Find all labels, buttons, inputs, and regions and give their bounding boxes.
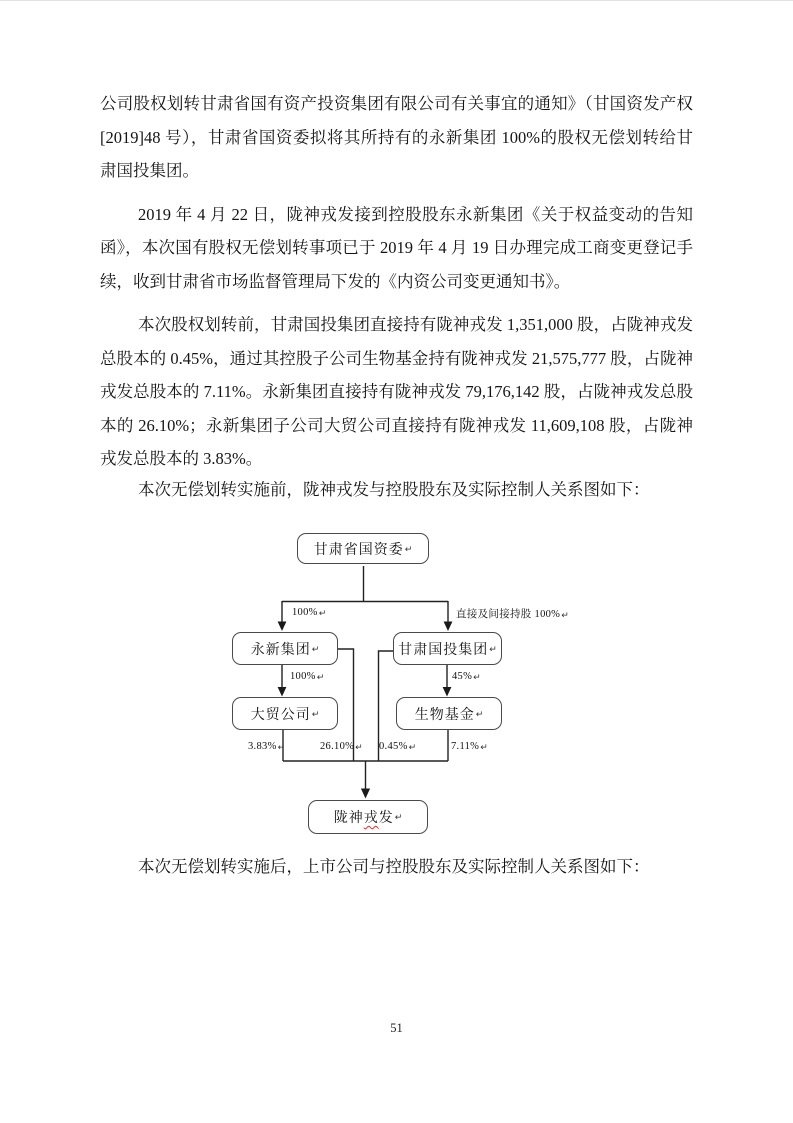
diagram-caption-after: 本次无偿划转实施后，上市公司与控股股东及实际控制人关系图如下： xyxy=(138,857,650,876)
node-damao-company xyxy=(232,697,338,730)
body-text xyxy=(100,87,693,516)
node-label-misspell-marked: 戎 xyxy=(363,811,379,826)
return-mark: ↵ xyxy=(408,743,417,753)
percentage-label: 7.11% xyxy=(451,741,480,752)
node-gansu-sasac xyxy=(297,533,429,564)
page-number: 51 xyxy=(390,1021,403,1035)
edge-label-sasac-yongxin xyxy=(292,607,326,618)
edge-label-sasac-guotou xyxy=(456,606,569,621)
node-label: 发 xyxy=(378,811,394,826)
node-yongxin-group xyxy=(232,632,338,665)
node-label: 甘肃国投集团 xyxy=(398,642,489,658)
edge-label-yongxin-longshen xyxy=(320,741,363,752)
return-mark: ↵ xyxy=(489,644,497,655)
percentage-label: 3.83% xyxy=(248,741,277,752)
return-mark: ↵ xyxy=(394,813,403,823)
return-mark: ↵ xyxy=(404,544,413,555)
return-mark: ↵ xyxy=(561,611,569,621)
edge-label-guotou-biofund xyxy=(452,671,481,682)
paragraph-shareholding-detail: 本次股权划转前，甘肃国投集团直接持有陇神戎发 1,351,000 股，占陇神戎发总股本的 0.45%，通过其控股子公司生物基金持有陇神戎发 21,575,777 股，占陇神戎发总股本的 7.11%。永新集团直接持有陇神戎发 79,176,142 股，占陇神戎发总股本的 26.10%；永新集团子公司大贸公司直接持有陇神戎发 11,609,108 股，占陇神戎发总股本的 3.83%。 xyxy=(100,315,693,468)
percentage-label: 100% xyxy=(290,671,316,682)
diagram-caption-before: 本次无偿划转实施前，陇神戎发与控股股东及实际控制人关系图如下： xyxy=(138,479,650,499)
paragraph-equity-change-notice: 2019 年 4 月 22 日，陇神戎发接到控股股东永新集团《关于权益变动的告知函》，本次国有股权无偿划转事项已于 2019 年 4 月 19 日办理完成工商变更登记手续，收到甘肃省市场监督管理局下发的《内资公司变更通知书》。 xyxy=(100,204,693,291)
return-mark: ↵ xyxy=(311,709,320,720)
paragraph-continuation: 公司股权划转甘肃省国有资产投资集团有限公司有关事宜的通知》（甘国资发产权[2019]48 号），甘肃省国资委拟将其所持有的永新集团 100%的股权无偿划转给甘肃国投集团。 xyxy=(100,94,693,180)
percentage-label: 45% xyxy=(452,671,473,682)
return-mark: ↵ xyxy=(277,743,286,753)
edge-label-guotou-longshen xyxy=(379,741,416,752)
percentage-label: 直接及间接持股 100% xyxy=(456,609,561,620)
node-label: 永新集团 xyxy=(250,642,311,658)
return-mark: ↵ xyxy=(311,644,320,655)
node-label: 生物基金 xyxy=(414,707,475,723)
edge-label-yongxin-damao xyxy=(290,671,324,682)
node-bio-fund xyxy=(396,697,502,730)
node-label: 陇神 xyxy=(333,811,364,826)
edge-label-damao-longshen xyxy=(248,741,285,752)
return-mark: ↵ xyxy=(480,743,488,753)
edge-label-biofund-longshen xyxy=(451,741,488,752)
node-label: 甘肃省国资委 xyxy=(313,542,404,558)
percentage-label: 100% xyxy=(292,607,318,618)
node-longshen-rongfa xyxy=(308,800,428,834)
return-mark: ↵ xyxy=(473,673,481,683)
percentage-label: 0.45% xyxy=(379,741,408,752)
percentage-label: 26.10% xyxy=(320,741,355,752)
return-mark: ↵ xyxy=(475,709,484,720)
node-gansu-guotou-group xyxy=(393,632,502,665)
node-label: 大贸公司 xyxy=(250,707,311,723)
return-mark: ↵ xyxy=(316,673,325,683)
return-mark: ↵ xyxy=(355,743,363,753)
return-mark: ↵ xyxy=(318,609,327,619)
